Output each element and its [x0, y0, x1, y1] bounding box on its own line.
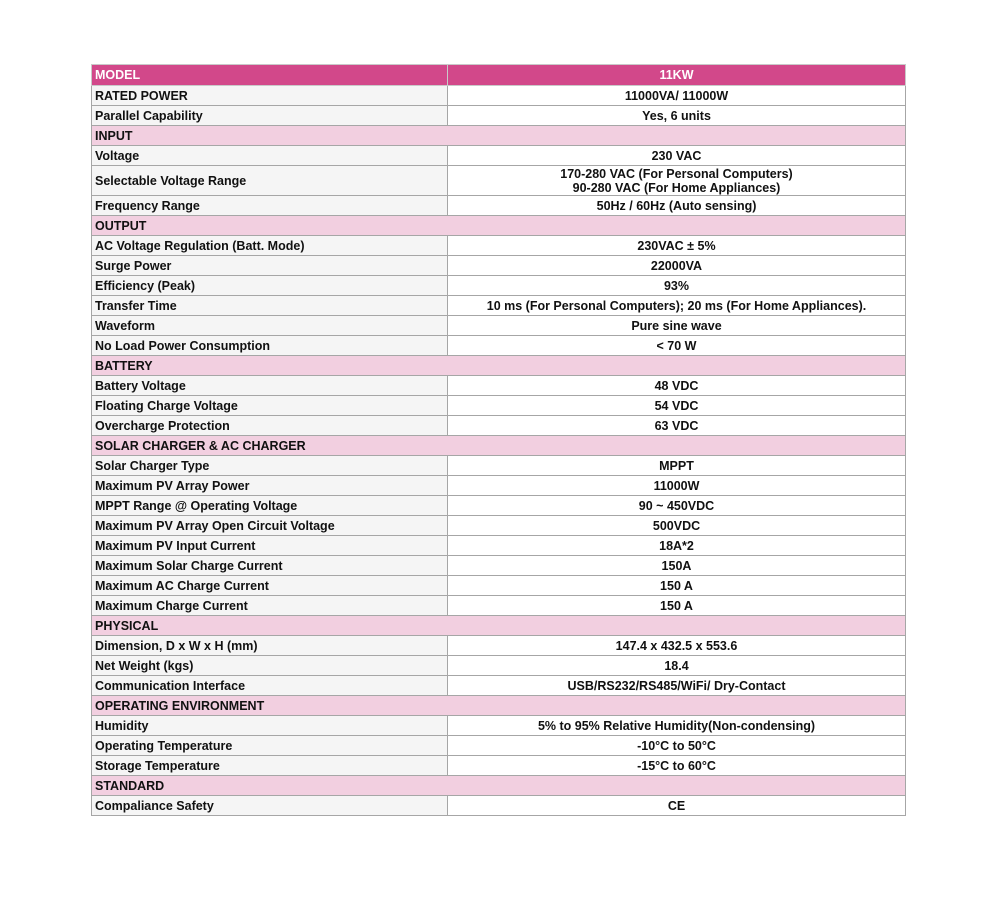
spec-value-line: 90-280 VAC (For Home Appliances) [572, 180, 781, 195]
spec-label: Efficiency (Peak) [92, 276, 448, 296]
spec-label: Battery Voltage [92, 376, 448, 396]
spec-value: 11000VA/ 11000W [448, 86, 906, 106]
spec-value: 48 VDC [448, 376, 906, 396]
spec-row [92, 256, 906, 276]
spec-value: 230 VAC [448, 146, 906, 166]
section-title: BATTERY [92, 356, 906, 376]
spec-value: MPPT [448, 456, 906, 476]
spec-label: AC Voltage Regulation (Batt. Mode) [92, 236, 448, 256]
spec-row [92, 596, 906, 616]
spec-row [92, 316, 906, 336]
spec-label: Selectable Voltage Range [92, 166, 448, 196]
spec-value: 150A [448, 556, 906, 576]
spec-label: Maximum Charge Current [92, 596, 448, 616]
section-title: OUTPUT [92, 216, 906, 236]
spec-label: Maximum PV Array Open Circuit Voltage [92, 516, 448, 536]
section-header-row [92, 776, 906, 796]
spec-label: Communication Interface [92, 676, 448, 696]
spec-row [92, 656, 906, 676]
spec-row [92, 576, 906, 596]
spec-value: Yes, 6 units [448, 106, 906, 126]
spec-value: 63 VDC [448, 416, 906, 436]
section-header-row [92, 696, 906, 716]
spec-label: Humidity [92, 716, 448, 736]
section-title: OPERATING ENVIRONMENT [92, 696, 906, 716]
spec-row [92, 496, 906, 516]
spec-value: 5% to 95% Relative Humidity(Non-condensing) [448, 716, 906, 736]
section-header-row [92, 436, 906, 456]
spec-value: 90 ~ 450VDC [448, 496, 906, 516]
spec-label: Operating Temperature [92, 736, 448, 756]
spec-value: -10°C to 50°C [448, 736, 906, 756]
spec-row [92, 336, 906, 356]
spec-row [92, 146, 906, 166]
spec-row [92, 716, 906, 736]
spec-label: Surge Power [92, 256, 448, 276]
spec-label: Storage Temperature [92, 756, 448, 776]
spec-row [92, 636, 906, 656]
spec-value: 93% [448, 276, 906, 296]
spec-value: < 70 W [448, 336, 906, 356]
spec-label: Overcharge Protection [92, 416, 448, 436]
spec-value: 11000W [448, 476, 906, 496]
spec-label: MPPT Range @ Operating Voltage [92, 496, 448, 516]
spec-label: Maximum PV Input Current [92, 536, 448, 556]
spec-value: 150 A [448, 596, 906, 616]
spec-row [92, 796, 906, 816]
spec-label: Compaliance Safety [92, 796, 448, 816]
spec-value: USB/RS232/RS485/WiFi/ Dry-Contact [448, 676, 906, 696]
spec-row [92, 476, 906, 496]
spec-value: 150 A [448, 576, 906, 596]
spec-value: 147.4 x 432.5 x 553.6 [448, 636, 906, 656]
spec-value: Pure sine wave [448, 316, 906, 336]
spec-table [91, 64, 906, 816]
spec-row [92, 296, 906, 316]
spec-value: 50Hz / 60Hz (Auto sensing) [448, 196, 906, 216]
spec-value [448, 166, 906, 196]
section-header-row [92, 126, 906, 146]
section-header-row [92, 616, 906, 636]
spec-row [92, 456, 906, 476]
section-title: PHYSICAL [92, 616, 906, 636]
spec-value: 500VDC [448, 516, 906, 536]
spec-row [92, 536, 906, 556]
spec-row [92, 736, 906, 756]
spec-row [92, 376, 906, 396]
spec-value: 230VAC ± 5% [448, 236, 906, 256]
spec-label: Net Weight (kgs) [92, 656, 448, 676]
spec-label: Floating Charge Voltage [92, 396, 448, 416]
spec-label: Voltage [92, 146, 448, 166]
spec-row [92, 396, 906, 416]
spec-value: 10 ms (For Personal Computers); 20 ms (For Home Appliances). [448, 296, 906, 316]
section-title: SOLAR CHARGER & AC CHARGER [92, 436, 906, 456]
spec-row [92, 416, 906, 436]
spec-value: 18.4 [448, 656, 906, 676]
spec-value: 22000VA [448, 256, 906, 276]
spec-row [92, 676, 906, 696]
spec-row [92, 196, 906, 216]
spec-table-body [92, 65, 906, 816]
spec-label: Parallel Capability [92, 106, 448, 126]
spec-value: 54 VDC [448, 396, 906, 416]
section-title: STANDARD [92, 776, 906, 796]
spec-row [92, 106, 906, 126]
spec-row [92, 276, 906, 296]
spec-label: Solar Charger Type [92, 456, 448, 476]
spec-label: Maximum AC Charge Current [92, 576, 448, 596]
spec-row [92, 86, 906, 106]
section-header-row [92, 356, 906, 376]
spec-label: Transfer Time [92, 296, 448, 316]
spec-value: CE [448, 796, 906, 816]
spec-label: Maximum Solar Charge Current [92, 556, 448, 576]
spec-row [92, 236, 906, 256]
spec-value: -15°C to 60°C [448, 756, 906, 776]
spec-row [92, 756, 906, 776]
model-label: MODEL [92, 65, 448, 86]
spec-row [92, 556, 906, 576]
spec-value-line: 170-280 VAC (For Personal Computers) [560, 166, 793, 181]
model-value: 11KW [448, 65, 906, 86]
spec-label: No Load Power Consumption [92, 336, 448, 356]
spec-row [92, 516, 906, 536]
spec-label: Frequency Range [92, 196, 448, 216]
section-header-row [92, 216, 906, 236]
spec-label: RATED POWER [92, 86, 448, 106]
spec-value: 18A*2 [448, 536, 906, 556]
spec-label: Dimension, D x W x H (mm) [92, 636, 448, 656]
spec-label: Waveform [92, 316, 448, 336]
spec-label: Maximum PV Array Power [92, 476, 448, 496]
model-header-row [92, 65, 906, 86]
section-title: INPUT [92, 126, 906, 146]
spec-row [92, 166, 906, 196]
